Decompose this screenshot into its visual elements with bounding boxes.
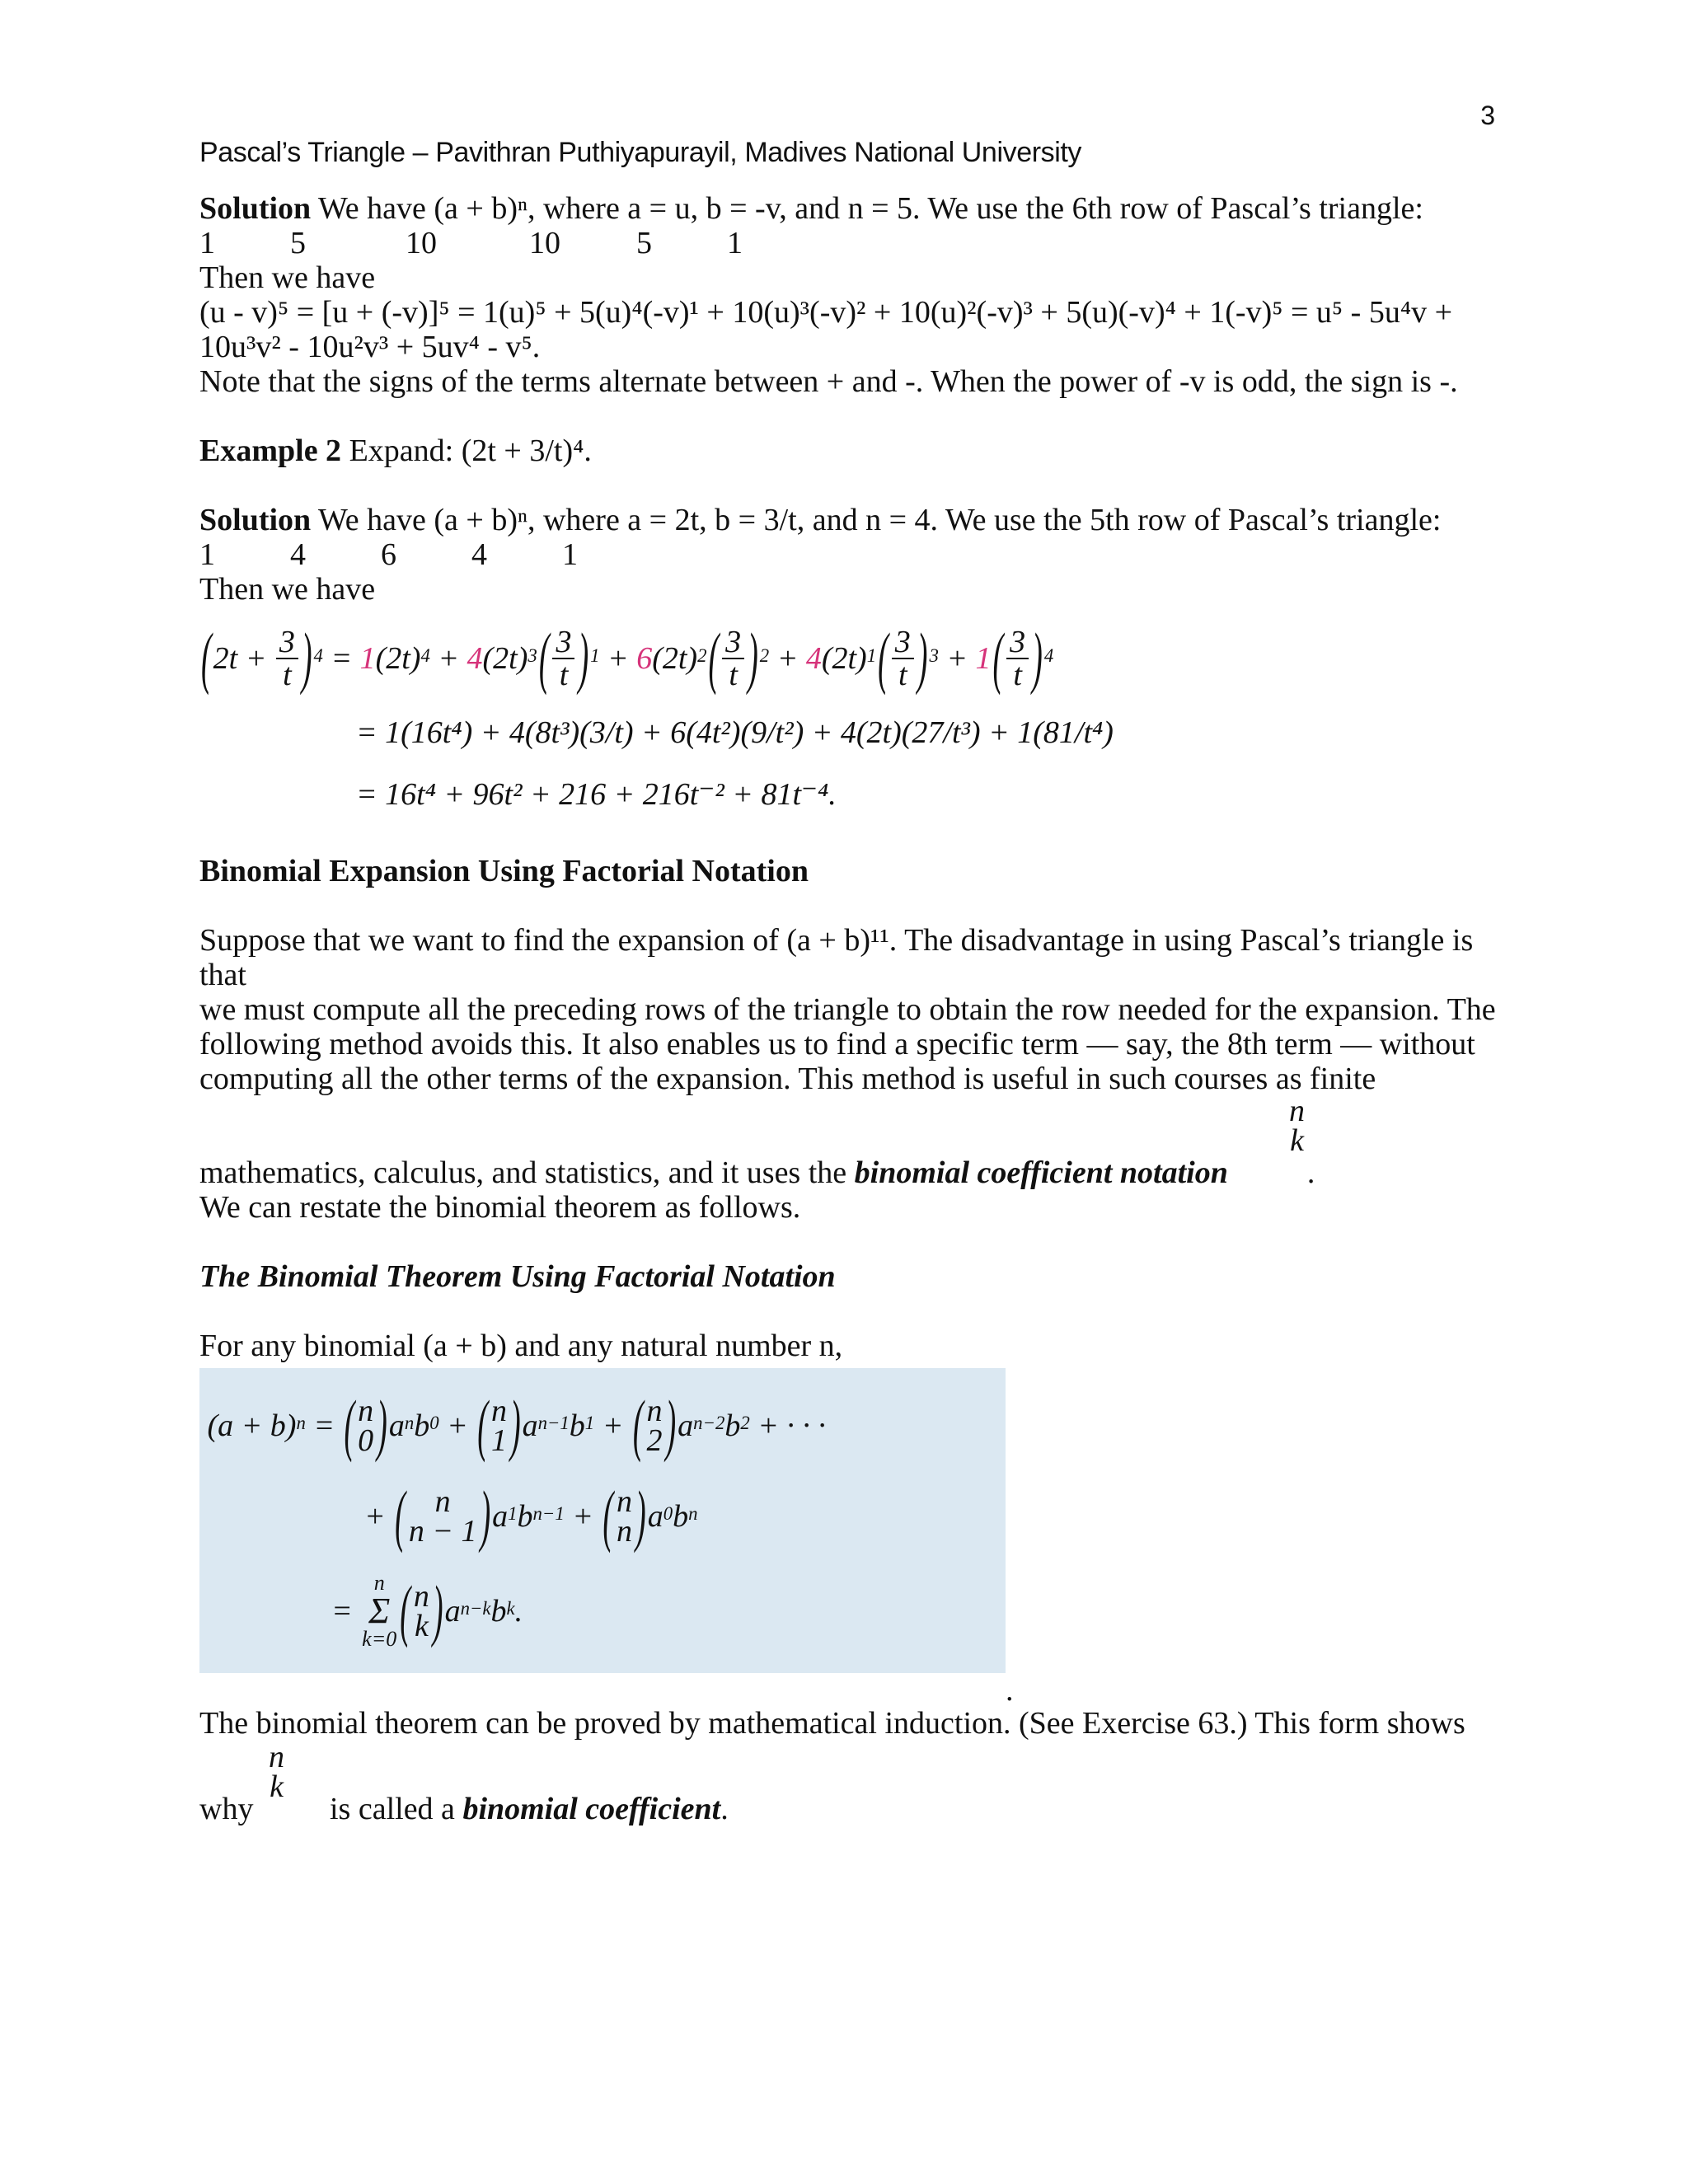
equation-line-1: ( 2 t + $\frac{3}{t}$ ) $^4$ = 1 (2t) $^4$ + 4 (2t) $^3$ ( $\frac{3}{t}$ ) $^1$ + 6 (2t) $^2$ ( $\frac{3}{t}$ ) $^2$ + 4 (2t) $^1$ ( $\frac{3}{t}$ ) $^3$ + 1 ( $\frac{3}{t}$ ) $^4$ bbox=[201, 620, 1054, 697]
expansion-line-2: 10u³v² - 10u²v³ + 5uv⁴ - v⁵. bbox=[199, 330, 541, 364]
para-line: Suppose that we want to find the expansion of (a + b)¹¹. The disadvantage in using Pascal’s triangle is that bbox=[199, 923, 1474, 992]
section-heading-text: Binomial Expansion Using Factorial Notation bbox=[199, 854, 809, 888]
closing-rest bbox=[330, 1792, 729, 1826]
binomial-coefficient-notation: binomial coefficient notation bbox=[854, 1155, 1228, 1190]
solution-2-intro bbox=[199, 503, 1502, 537]
binomial-symbol-n-k: n k bbox=[1289, 1094, 1305, 1158]
solution-label: Solution bbox=[199, 503, 312, 537]
para-line: computing all the other terms of the expansion. This method is useful in such courses as finite bbox=[199, 1062, 1376, 1096]
para-line-5: mathematics, calculus, and statistics, and it uses the binomial coefficient notation . bbox=[199, 1155, 1315, 1190]
row5-entry: 4 bbox=[290, 537, 306, 572]
then-we-have-1: Then we have bbox=[199, 260, 376, 295]
formula-line-3: = n Σ k=0 ( n k ) a $^{n-k}$ b $^k$ . bbox=[331, 1571, 523, 1651]
solution-1-text: We have (a + b)ⁿ, where a = u, b = -v, and n = 5. We use the 6th row of Pascal’s triangle: bbox=[311, 191, 1423, 226]
formula-line-2: + ( n n − 1 ) a $^1$ b $^{n-1}$ + ( n n ) a $^0$ b $^n$ bbox=[364, 1478, 698, 1555]
para-line: we must compute all the preceding rows of the triangle to obtain the row needed for the expansion. The bbox=[199, 992, 1496, 1027]
expansion-equation-block bbox=[199, 621, 1502, 819]
document-body bbox=[199, 191, 1502, 1830]
row5-entry: 6 bbox=[381, 537, 396, 572]
example-2 bbox=[199, 434, 1502, 468]
row6-entry: 10 bbox=[529, 226, 560, 260]
binomial-coefficient-term: binomial coefficient bbox=[462, 1792, 721, 1826]
sign-note: Note that the signs of the terms alternate between + and -. When the power of -v is odd, the sign is -. bbox=[199, 364, 1458, 399]
row6-entry: 1 bbox=[199, 226, 215, 260]
para-line-5-text: mathematics, calculus, and statistics, and it uses the bbox=[199, 1155, 855, 1190]
para-line: following method avoids this. It also enables us to find a specific term — say, the 8th term — without bbox=[199, 1027, 1475, 1062]
theorem-heading bbox=[199, 1259, 1502, 1294]
formula-line-1: (a + b) $^n$ = ( n 0 ) a $^n$ b $^0$ + ( n 1 ) a $^{n-1}$ b $^1$ + ( n 2 ) a $^{n-2}$ b $^2$ + · · · bbox=[199, 1387, 826, 1465]
equation-line-3: = 16t⁴ + 96t² + 216 + 216t⁻² + 81t⁻⁴. bbox=[356, 777, 837, 812]
theorem-intro: For any binomial (a + b) and any natural number n, bbox=[199, 1329, 843, 1363]
section-heading bbox=[199, 854, 1502, 888]
page-number: 3 bbox=[1480, 101, 1495, 130]
closing-line-2 bbox=[199, 1739, 1502, 1830]
theorem-heading-text: The Binomial Theorem Using Factorial Notation bbox=[199, 1259, 836, 1294]
closing-period: . bbox=[720, 1792, 729, 1826]
example-label: Example 2 bbox=[199, 434, 342, 468]
closing-mid: is called a bbox=[330, 1792, 463, 1826]
row5-entry: 1 bbox=[199, 537, 215, 572]
row6-entry: 1 bbox=[727, 226, 743, 260]
pascal-row-5 bbox=[199, 537, 1502, 572]
row6-entry: 10 bbox=[406, 226, 437, 260]
solution-label: Solution bbox=[199, 191, 312, 226]
equation-line-2: = 1(16t⁴) + 4(8t³)(3/t) + 6(4t²)(9/t²) + 4(2t)(27/t³) + 1(81/t⁴) bbox=[356, 715, 1114, 750]
binomial-theorem-formula bbox=[199, 1368, 1006, 1673]
row5-entry: 4 bbox=[471, 537, 487, 572]
row6-entry: 5 bbox=[290, 226, 306, 260]
solution-1-intro bbox=[199, 191, 1502, 226]
pascal-row-6 bbox=[199, 226, 1502, 260]
closing-why: why bbox=[199, 1792, 254, 1826]
row5-entry: 1 bbox=[562, 537, 578, 572]
example-2-text: Expand: (2t + 3/t)⁴. bbox=[341, 434, 592, 468]
binom-spacer bbox=[199, 1094, 1502, 1158]
para-line-6: We can restate the binomial theorem as follows. bbox=[199, 1190, 801, 1225]
row6-entry: 5 bbox=[636, 226, 652, 260]
page-header: Pascal’s Triangle – Pavithran Puthiyapurayil, Madives National University bbox=[199, 137, 1082, 168]
expansion-line-1: (u - v)⁵ = [u + (-v)]⁵ = 1(u)⁵ + 5(u)⁴(-v)¹ + 10(u)³(-v)² + 10(u)²(-v)³ + 5(u)(-v)⁴ + 1(-v)⁵ = u⁵ - 5u⁴v + bbox=[199, 295, 1452, 330]
binomial-symbol-n-k-2: n k bbox=[269, 1740, 284, 1804]
formula-trailing-dot: . bbox=[1006, 1673, 1014, 1708]
solution-2-text: We have (a + b)ⁿ, where a = 2t, b = 3/t, and n = 4. We use the 5th row of Pascal’s triangle: bbox=[311, 503, 1442, 537]
closing-line-1: The binomial theorem can be proved by mathematical induction. (See Exercise 63.) This form shows bbox=[199, 1706, 1465, 1741]
then-we-have-2: Then we have bbox=[199, 572, 376, 607]
